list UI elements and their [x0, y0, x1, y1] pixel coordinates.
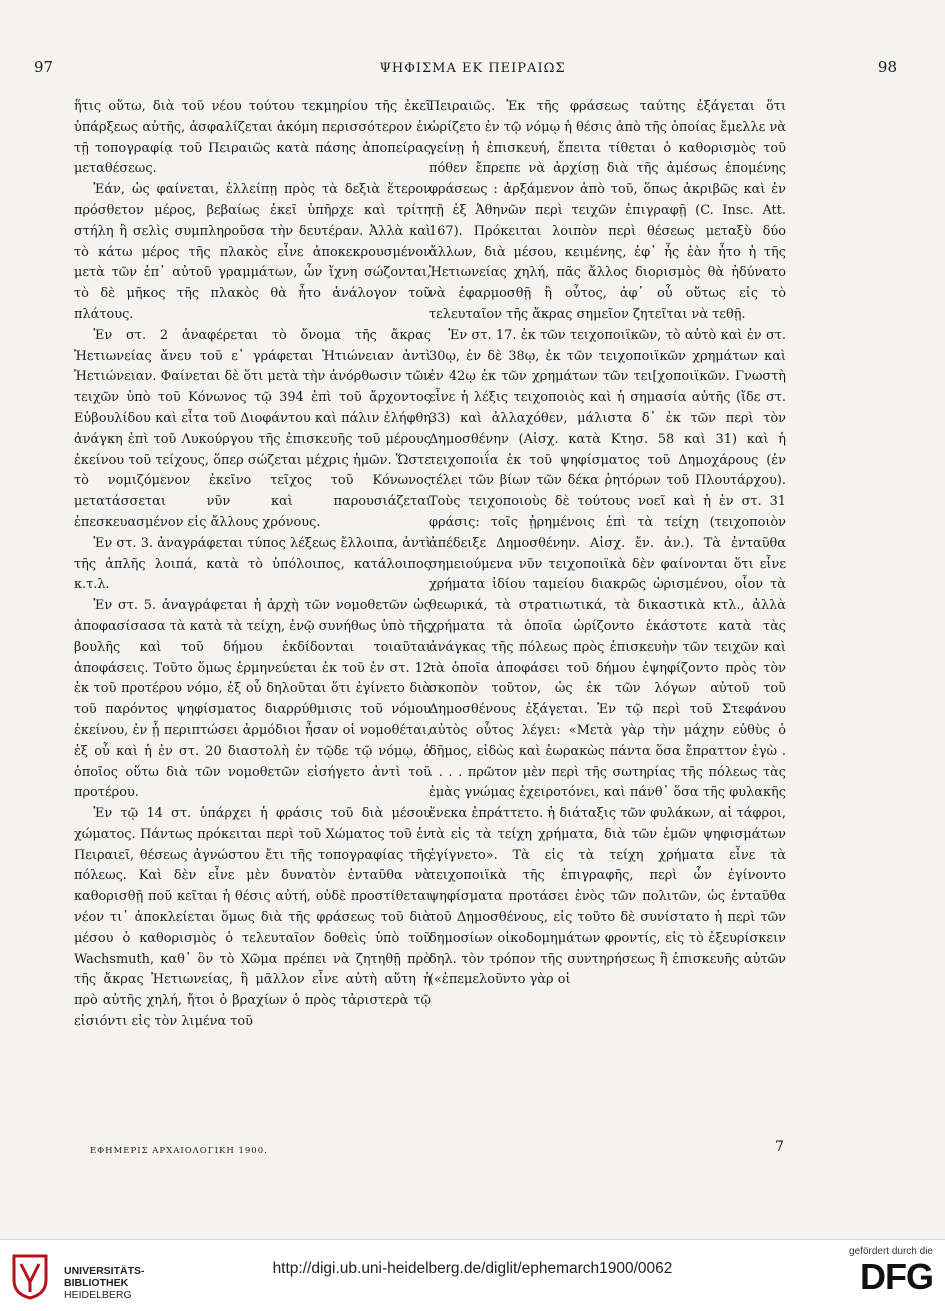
paragraph: Ἐάν, ὡς φαίνεται, ἐλλείπῃ πρὸς τὰ δεξιὰ ἕτερον πρόσθετον μέρος, βεβαίως ἐκεῖ ὑπῆρχε καὶ τρίτη στήλη ἢ σελὶς συμπληροῦσα τὴν δευτέραν. Ἀλλὰ καὶ τὸ κάτω μέρος τῆς πλακὸς εἶνε ἀποκεκρουσμένον μετὰ τῶν ἐπ᾽ αὐτοῦ γραμμάτων, ὧν ἴχνη σώζονται, τὸ δὲ μῆκος τῆς πλακὸς θὰ ἦτο ἀνάλογον τοῦ πλάτους. — [74, 182, 431, 322]
paragraph: Ἐν στ. 2 ἀναφέρεται τὸ ὄνομα τῆς ἄκρας Ἠετιωνείας ἄνευ τοῦ ε᾽ γράφεται Ἠτιώνειαν ἀντὶ Ἠετιώνειαν. Φαίνεται δὲ ὅτι μετὰ τὴν ἀνόρθωσιν τῶν τειχῶν ὑπὸ τοῦ Κόνωνος τῷ 394 ἐπὶ τοῦ ἄρχοντος Εὐβουλίδου καὶ εἶτα τοῦ Διοφάντου καὶ πάλιν ἐλήφθη ἀνάγκη ἐπὶ τοῦ Λυκούργου τῆς ἐπισκευῆς τοῦ μέρους ἐκείνου τοῦ τείχους, ὅπερ σώζεται μέχρις ἡμῶν. Ὥστε τὸ νομιζόμενον ἐκεῖνο τεῖχος τοῦ Κόνωνος μετατάσσεται νῦν καὶ παρουσιάζεται ἐπεσκευασμένον εἰς ἄλλους χρόνους. — [74, 327, 431, 530]
paragraph: Ἐν στ. 3. ἀναγράφεται τύπος λέξεως ἔλλοιπα, ἀντὶ τῆς ἁπλῆς λοιπά, κατὰ τὸ ὑπόλοιπος, κατάλοιπος κ.τ.λ. — [74, 535, 431, 593]
dfg-logo[interactable] — [823, 1246, 933, 1304]
bottom-bar — [0, 1239, 945, 1311]
page-number-right: 98 — [877, 58, 897, 76]
journal-footer: ΕΦΗΜΕΡΙΣ ΑΡΧΑΙΟΛΟΓΙΚΗ 1900. — [90, 1146, 268, 1156]
source-url-link[interactable]: http://digi.ub.uni-heidelberg.de/diglit/ephemarch1900/0062 — [272, 1260, 673, 1277]
running-title: ΨΗΦΙΣΜΑ ΕΚ ΠΕΙΡΑΙΩΣ — [379, 61, 566, 76]
page-number-left: 97 — [34, 58, 54, 76]
left-column — [74, 97, 431, 1033]
funding-note: gefördert durch die — [849, 1246, 933, 1257]
library-name: UNIVERSITÄTS- BIBLIOTHEK HEIDELBERG — [64, 1265, 145, 1301]
paragraph: Πειραιῶς. Ἐκ τῆς φράσεως ταύτης ἐξάγεται ὅτι ὡρίζετο ἐν τῷ νόμῳ ἡ θέσις ἀπὸ τῆς ὁποίας ἔμελλε νὰ γείνῃ ἡ ἐπισκευή, ἔπειτα τίθεται ὁ καθορισμὸς τοῦ πόθεν ἔπρεπε νὰ ἀρχίσῃ διὰ τῆς ἀμέσως ἑπομένης φράσεως : ἀρξάμενον ἀπὸ τοῦ, ὅπως ἀκριβῶς καὶ ἐν τῇ ἐξ Ἀθηνῶν περὶ τειχῶν ἐπιγραφῇ (C. Insc. Att. 167). Πρόκειται λοιπὸν περὶ θέσεως μεταξὺ δύο ἄλλων, διὰ μέσου, κειμένης, ἐφ᾽ ἧς ἐὰν ἦτο ἡ τῆς Ἠετιωνείας χηλή, πᾶς ἄλλος διορισμὸς θὰ ἠδύνατο νὰ ἐφαρμοσθῇ ἢ οὗτος, ἀφ᾽ οὗ οὕτως εἰς τὸ τελευταῖον τῆς ἄκρας σημεῖον ζητεῖται νὰ τεθῇ. — [429, 99, 786, 322]
paragraph: Ἐν στ. 17. ἐκ τῶν τειχοποιϊκῶν, τὸ αὐτὸ καὶ ἐν στ. 30ῳ, ἐν δὲ 38ῳ, ἐκ τῶν τειχοποιϊκῶν χρημάτων καὶ ἐν 42ῳ ἐκ τῶν χρημάτων τῶν τει[χοποιϊκῶν. Γνωστὴ εἶνε ἡ λέξις τειχοποιὸς καὶ ἡ σημασία αὐτῆς (ἴδε στ. 33) καὶ ἀλλαχόθεν, μάλιστα δ᾽ ἐκ τῶν περὶ τὸν Δημοσθένην (Αἰσχ. κατὰ Κτησ. 58 καὶ 31) καὶ ἡ τειχοποιΐα ἐκ τοῦ ψηφίσματος τοῦ Δημοχάρους (ἐν τέλει τῶν βίων τῶν δέκα ῥητόρων τοῦ Πλουτάρχου). Τοὺς τειχοποιοὺς δὲ τούτους νοεῖ καὶ ἡ ἐν στ. 31 φράσις: τοῖς ᾑρημένοις ἐπὶ τὰ τείχη (τειχοποιὸν ἀπέδειξε Δημοσθένην. Αἰσχ. ἔν. ἀν.). Τὰ ἐνταῦθα σημειούμενα νῦν τειχοποιϊκὰ δὲν φαίνονται ὅτι εἶνε χρήματα ἰδίου ταμείου διακρῶς ὡρισμένου, οἷον τὰ θεωρικά, τὰ στρατιωτικά, τὰ δικαστικὰ κτλ., ἀλλὰ χρήματα τὰ ὁποῖα ὡρίζοντο ἑκάστοτε κατὰ τὰς ἀνάγκας τῆς πόλεως πρὸς ἐπισκευὴν τῶν τειχῶν καὶ τὰ ὁποῖα ἀποφάσει τοῦ δήμου ἐψηφίζοντο πρὸς τὸν σκοπὸν τοῦτον, ὡς ἐκ τῶν λόγων αὐτοῦ τοῦ Δημοσθένους ἐξάγεται. Ἐν τῷ περὶ τοῦ Στεφάνου αὐτὸς οὗτος λέγει: «Μετὰ γὰρ τὴν μάχην εὐθὺς ὁ δῆμος, εἰδὼς καὶ ἑωρακὼς πάντα ὅσα ἔπραττον ἐγὼ . . . . . πρῶτον μὲν περὶ τῆς σωτηρίας τῆς πόλεως τὰς ἐμὰς γνώμας ἐχειροτόνει, καὶ πάνθ᾽ ὅσα τῆς φυλακῆς ἕνεκα ἐπράττετο. ἡ διάταξις τῶν φυλάκων, αἱ τάφροι, τὰ εἰς τὰ τείχη χρήματα, διὰ τῶν ἐμῶν ψηφισμάτων ἐγίγνετο». Τὰ εἰς τὰ τείχη χρήματα εἶνε τὰ τειχοποιϊκὰ τῆς ἐπιγραφῆς, περὶ ὧν ἐγίνοντο ψηφίσματα προτάσει ἑνὸς τῶν πολιτῶν, ὡς ἐνταῦθα τοῦ Δημοσθένους, εἰς τοῦτο δὲ συνίστατο ἡ περὶ τῶν δημοσίων οἰκοδομημάτων φροντίς, εἰς τὸ ἐξευρίσκειν δηλ. τὸν τρόπον τῆς συντηρήσεως ἢ ἐπισκευῆς αὐτῶν («ἐπεμελοῦντο γὰρ οἱ — [429, 327, 786, 988]
paragraph: ἥτις οὕτω, διὰ τοῦ νέου τούτου τεκμηρίου τῆς ἐκεῖ ὑπάρξεως αὐτῆς, ἀσφαλίζεται ἀκόμη περισσότερον ἐν τῇ τοπογραφίᾳ τοῦ Πειραιῶς κατὰ πάσης ἀποπείρας μεταθέσεως. — [74, 99, 431, 177]
signature-mark: 7 — [775, 1139, 784, 1155]
paragraph: Ἐν τῷ 14 στ. ὑπάρχει ἡ φράσις τοῦ διὰ μέσου χώματος. Πάντως πρόκειται περὶ τοῦ Χώματος τοῦ ἐν Πειραιεῖ, θέσεως ἀγνώστου ἔτι τῆς τοπογραφίας τῆς πόλεως. Καὶ δὲν εἶνε μὲν δυνατὸν ἐνταῦθα νὰ καθορισθῇ ποῦ κεῖται ἡ θέσις αὐτή, οὐδὲ προστίθεται νέον τι᾽ ἀποκλείεται ὅμως διὰ τῆς φράσεως τοῦ διὰ μέσου ὁ καθορισμὸς ὁ τελευταῖον δοθεὶς ὑπὸ τοῦ Wachsmuth, καθ᾽ ὃν τὸ Χῶμα πρέπει νὰ ζητηθῇ πρὸ τῆς ἄκρας Ἠετιωνείας, ἢ μᾶλλον εἶνε αὐτὴ αὕτη ἡ πρὸ αὐτῆς χηλή, ἤτοι ὁ βραχίων ὁ πρὸς τἀριστερὰ τῷ εἰσιόντι εἰς τὸν λιμένα τοῦ — [74, 806, 431, 1030]
paragraph: Ἐν στ. 5. ἀναγράφεται ἡ ἀρχὴ τῶν νομοθετῶν ὡς ἀποφασίσασα τὰ κατὰ τὰ τείχη, ἐνῷ συνήθως ὑπὸ τῆς βουλῆς καὶ τοῦ δήμου ἐκδίδονται τοιαῦται ἀποφάσεις. Τοῦτο ὅμως ἑρμηνεύεται ἐκ τοῦ ἐν στ. 12 ἐκ τοῦ προτέρου νόμο, ἐξ οὗ δηλοῦται ὅτι ἐγίνετο διὰ τοῦ παρόντος ψηφίσματος διαρρύθμισις τοῦ νόμου ἐκείνου, ἐν ᾗ περιπτώσει ἁρμόδιοι ἦσαν οἱ νομοθέται, ἐξ οὗ καὶ ἡ ἐν στ. 20 διαστολὴ ἐν τῷδε τῷ νόμῳ, ὁ ὁποῖος οὕτω διὰ τῶν νομοθετῶν εἰσήγετο ἀντὶ τοῦ προτέρου. — [74, 598, 431, 801]
right-column — [429, 97, 786, 991]
dfg-wordmark: DFG — [860, 1256, 933, 1297]
